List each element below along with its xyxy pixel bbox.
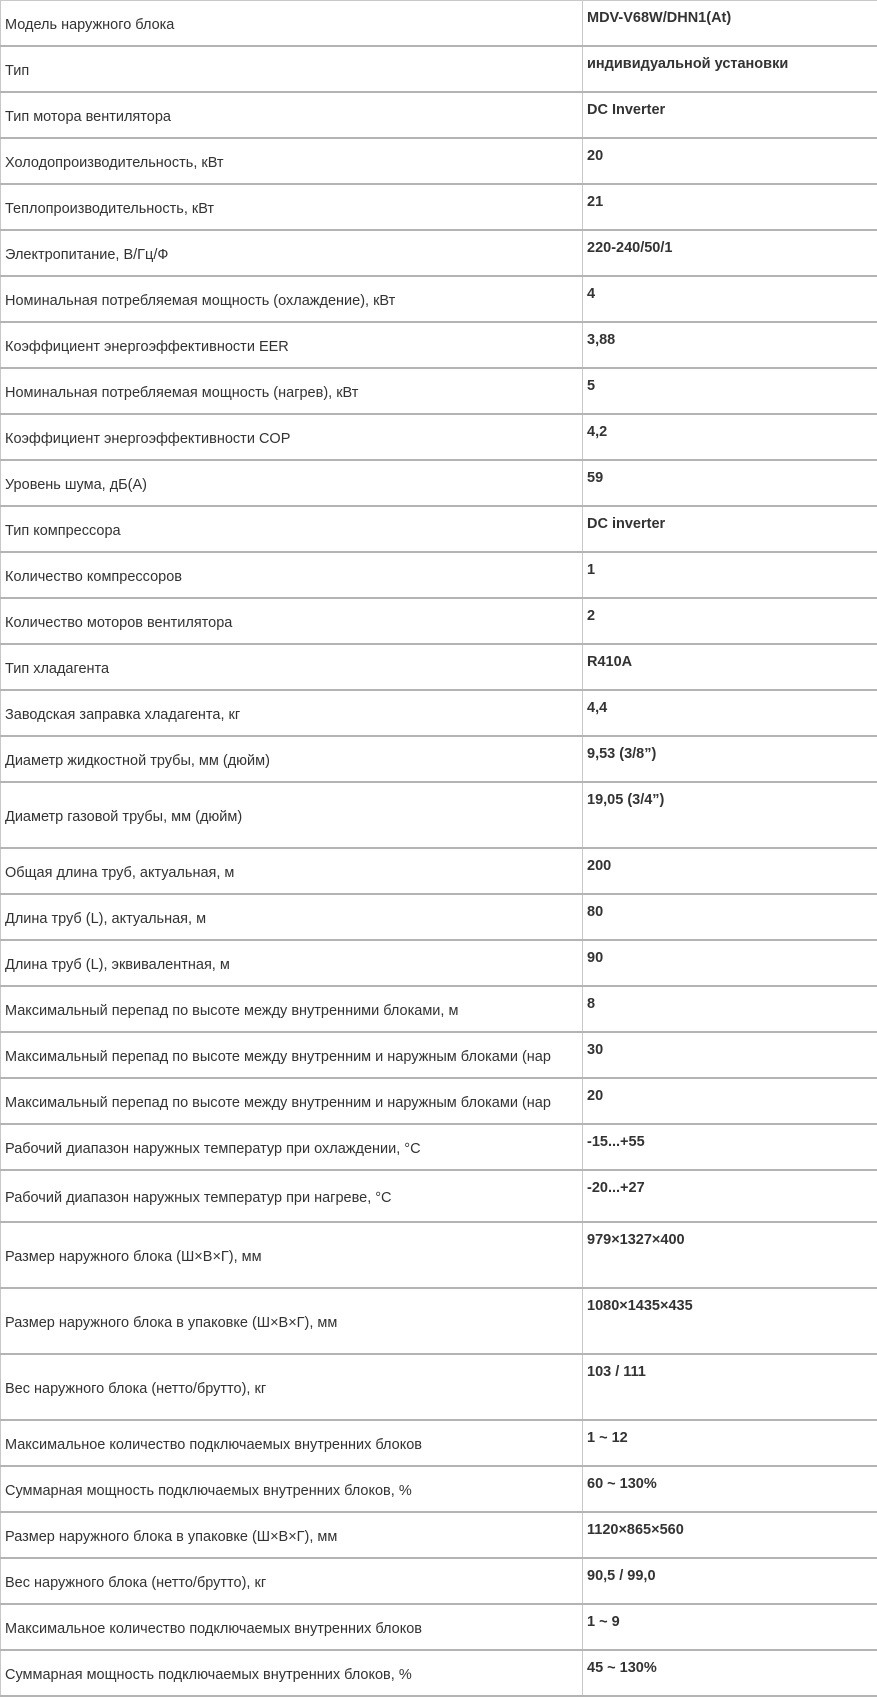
row-label: Диаметр жидкостной трубы, мм (дюйм) — [1, 736, 583, 782]
table-row — [1, 1124, 877, 1170]
row-label: Тип мотора вентилятора — [1, 92, 583, 138]
table-row — [1, 894, 877, 940]
table-row — [1, 1512, 877, 1558]
row-value: -20...+27 — [583, 1170, 877, 1222]
row-label: Рабочий диапазон наружных температур при охлаждении, °С — [1, 1124, 583, 1170]
row-value: 19,05 (3/4”) — [583, 782, 877, 848]
table-row — [1, 1420, 877, 1466]
row-value: MDV-V68W/DHN1(At) — [583, 1, 877, 47]
row-value: 20 — [583, 1078, 877, 1124]
row-value: 5 — [583, 368, 877, 414]
table-row — [1, 1170, 877, 1222]
row-value: 59 — [583, 460, 877, 506]
row-value: -15...+55 — [583, 1124, 877, 1170]
row-label: Рабочий диапазон наружных температур при нагреве, °С — [1, 1170, 583, 1222]
row-label: Вес наружного блока (нетто/брутто), кг — [1, 1354, 583, 1420]
table-row — [1, 986, 877, 1032]
row-label: Максимальный перепад по высоте между внутренними блоками, м — [1, 986, 583, 1032]
row-value: 1 — [583, 552, 877, 598]
table-row — [1, 1032, 877, 1078]
row-value: 1080×1435×435 — [583, 1288, 877, 1354]
row-value: 220-240/50/1 — [583, 230, 877, 276]
row-label: Суммарная мощность подключаемых внутренних блоков, % — [1, 1650, 583, 1696]
table-row — [1, 138, 877, 184]
row-label: Максимальное количество подключаемых внутренних блоков — [1, 1420, 583, 1466]
row-value: 1120×865×560 — [583, 1512, 877, 1558]
row-label: Максимальный перепад по высоте между внутренним и наружным блоками (нар — [1, 1078, 583, 1124]
table-row — [1, 598, 877, 644]
table-row — [1, 368, 877, 414]
table-row — [1, 848, 877, 894]
table-row — [1, 782, 877, 848]
row-value: 8 — [583, 986, 877, 1032]
row-value: 90 — [583, 940, 877, 986]
row-value: 4 — [583, 276, 877, 322]
table-row — [1, 1604, 877, 1650]
row-label: Максимальное количество подключаемых внутренних блоков — [1, 1604, 583, 1650]
row-value: 20 — [583, 138, 877, 184]
row-value: 4,2 — [583, 414, 877, 460]
row-label: Уровень шума, дБ(А) — [1, 460, 583, 506]
table-row — [1, 92, 877, 138]
table-row — [1, 644, 877, 690]
row-value: 9,53 (3/8”) — [583, 736, 877, 782]
table-row — [1, 46, 877, 92]
table-row — [1, 1, 877, 47]
table-row — [1, 460, 877, 506]
row-label: Электропитание, В/Гц/Ф — [1, 230, 583, 276]
row-label: Холодопроизводительность, кВт — [1, 138, 583, 184]
row-label: Длина труб (L), эквивалентная, м — [1, 940, 583, 986]
row-label: Модель наружного блока — [1, 1, 583, 47]
table-row — [1, 414, 877, 460]
table-row — [1, 1078, 877, 1124]
row-value: 3,88 — [583, 322, 877, 368]
table-row — [1, 276, 877, 322]
table-row — [1, 1222, 877, 1288]
row-label: Размер наружного блока (Ш×В×Г), мм — [1, 1222, 583, 1288]
table-row — [1, 1288, 877, 1354]
row-value: 21 — [583, 184, 877, 230]
row-label: Номинальная потребляемая мощность (нагрев), кВт — [1, 368, 583, 414]
table-row — [1, 1354, 877, 1420]
table-row — [1, 552, 877, 598]
row-label: Теплопроизводительность, кВт — [1, 184, 583, 230]
row-label: Тип — [1, 46, 583, 92]
row-label: Номинальная потребляемая мощность (охлаждение), кВт — [1, 276, 583, 322]
row-label: Длина труб (L), актуальная, м — [1, 894, 583, 940]
row-label: Заводская заправка хладагента, кг — [1, 690, 583, 736]
row-value: 979×1327×400 — [583, 1222, 877, 1288]
table-row — [1, 736, 877, 782]
row-label: Суммарная мощность подключаемых внутренних блоков, % — [1, 1466, 583, 1512]
row-label: Тип хладагента — [1, 644, 583, 690]
table-row — [1, 1558, 877, 1604]
row-label: Количество компрессоров — [1, 552, 583, 598]
row-label: Максимальный перепад по высоте между внутренним и наружным блоками (нар — [1, 1032, 583, 1078]
table-row — [1, 1650, 877, 1696]
row-label: Тип компрессора — [1, 506, 583, 552]
row-value: 60 ~ 130% — [583, 1466, 877, 1512]
row-value: 80 — [583, 894, 877, 940]
row-label: Вес наружного блока (нетто/брутто), кг — [1, 1558, 583, 1604]
row-value: 1 ~ 9 — [583, 1604, 877, 1650]
row-label: Общая длина труб, актуальная, м — [1, 848, 583, 894]
table-row — [1, 1466, 877, 1512]
row-label: Размер наружного блока в упаковке (Ш×В×Г), мм — [1, 1512, 583, 1558]
table-row — [1, 506, 877, 552]
row-value: 45 ~ 130% — [583, 1650, 877, 1696]
row-value: R410A — [583, 644, 877, 690]
row-value: индивидуальной установки — [583, 46, 877, 92]
row-value: 2 — [583, 598, 877, 644]
row-value: 30 — [583, 1032, 877, 1078]
row-value: 4,4 — [583, 690, 877, 736]
table-row — [1, 940, 877, 986]
row-value: 103 / 111 — [583, 1354, 877, 1420]
table-row — [1, 184, 877, 230]
table-row — [1, 230, 877, 276]
row-label: Диаметр газовой трубы, мм (дюйм) — [1, 782, 583, 848]
row-value: 1 ~ 12 — [583, 1420, 877, 1466]
row-label: Размер наружного блока в упаковке (Ш×В×Г), мм — [1, 1288, 583, 1354]
row-value: DC Inverter — [583, 92, 877, 138]
row-value: 200 — [583, 848, 877, 894]
row-value: DC inverter — [583, 506, 877, 552]
table-row — [1, 690, 877, 736]
row-label: Коэффициент энергоэффективности EER — [1, 322, 583, 368]
row-value: 90,5 / 99,0 — [583, 1558, 877, 1604]
table-row — [1, 322, 877, 368]
row-label: Коэффициент энергоэффективности COP — [1, 414, 583, 460]
row-label: Количество моторов вентилятора — [1, 598, 583, 644]
